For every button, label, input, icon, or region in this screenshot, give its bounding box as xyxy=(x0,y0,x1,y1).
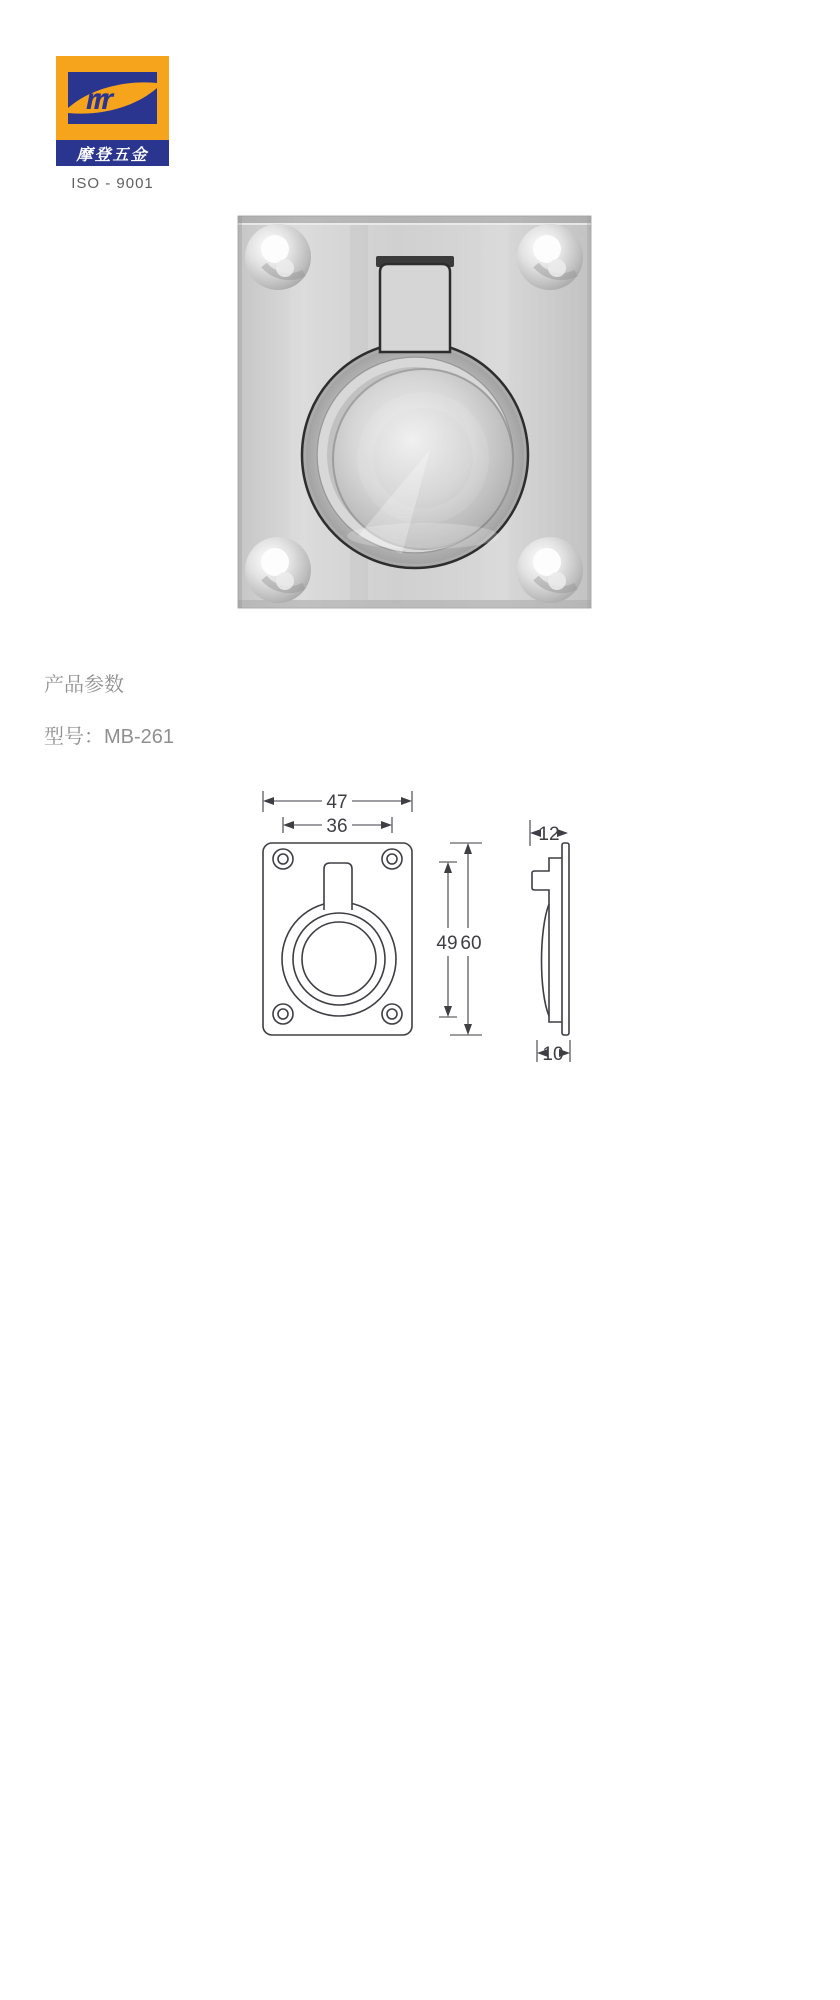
dim-height-outer: 60 xyxy=(460,933,482,954)
screw-top-right xyxy=(517,224,583,290)
dimension-drawings xyxy=(240,770,700,1080)
screw-bottom-left xyxy=(245,537,311,603)
dim-height-inner: 49 xyxy=(436,933,458,954)
model-value: MB-261 xyxy=(104,726,175,748)
registered-mark: ® xyxy=(148,108,156,119)
dim-width-outer: 47 xyxy=(326,792,348,813)
front-view-outline xyxy=(263,843,412,1035)
front-view-dimension-arrows xyxy=(263,797,472,1035)
dim-width-inner: 36 xyxy=(326,816,348,837)
brand-logo xyxy=(56,56,169,192)
iso-certification-label: ISO - 9001 xyxy=(71,175,154,192)
section-title: 产品参数 xyxy=(44,674,124,696)
logo-banner xyxy=(56,140,169,166)
model-label: 型号： xyxy=(44,726,104,748)
product-photo xyxy=(230,206,600,618)
logo-banner-text: 摩登五金 xyxy=(76,146,149,164)
brand-logo-icon xyxy=(56,56,169,140)
dim-depth-top: 12 xyxy=(538,824,560,845)
dim-depth-bottom: 10 xyxy=(542,1044,564,1065)
screw-top-left xyxy=(245,224,311,290)
logo-letters: rrr xyxy=(86,83,110,116)
screw-bottom-right xyxy=(517,537,583,603)
ring-tab xyxy=(380,264,450,352)
side-view-dimension-lines xyxy=(530,820,570,1062)
side-view-outline xyxy=(532,843,569,1035)
model-row xyxy=(44,720,174,749)
